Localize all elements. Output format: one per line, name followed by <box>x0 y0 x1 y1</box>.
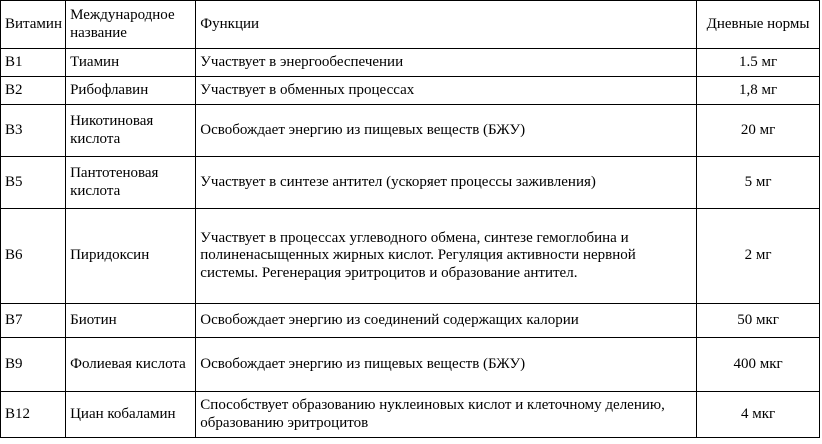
cell-vitamin: B1 <box>1 49 66 77</box>
table-row <box>1 105 820 157</box>
cell-name: Биотин <box>66 304 196 338</box>
cell-function: Участвует в процессах углеводного обмена, синтезе гемоглобина и полиненасыщенных жирных кислот. Регуляция активности нервной системы. Регенерация эритроцитов и образование антител. <box>196 209 697 304</box>
table-row <box>1 209 820 304</box>
cell-norm: 400 мкг <box>697 338 820 392</box>
cell-name: Тиамин <box>66 49 196 77</box>
table-row <box>1 157 820 209</box>
table-row <box>1 304 820 338</box>
table-row <box>1 338 820 392</box>
cell-vitamin: B9 <box>1 338 66 392</box>
cell-function: Способствует образованию нуклеиновых кислот и клеточному делению, образованию эритроцитов <box>196 392 697 438</box>
cell-function: Освобождает энергию из соединений содержащих калории <box>196 304 697 338</box>
cell-norm: 4 мкг <box>697 392 820 438</box>
cell-function: Участвует в энергообеспечении <box>196 49 697 77</box>
table-row <box>1 77 820 105</box>
header-intl-name: Международное название <box>66 1 196 49</box>
cell-vitamin: B12 <box>1 392 66 438</box>
cell-vitamin: B7 <box>1 304 66 338</box>
cell-name: Пантотеновая кислота <box>66 157 196 209</box>
cell-function: Участвует в синтезе антител (ускоряет процессы заживления) <box>196 157 697 209</box>
cell-vitamin: B3 <box>1 105 66 157</box>
header-daily-norm: Дневные нормы <box>697 1 820 49</box>
cell-norm: 20 мг <box>697 105 820 157</box>
cell-function: Участвует в обменных процессах <box>196 77 697 105</box>
cell-norm: 5 мг <box>697 157 820 209</box>
header-functions: Функции <box>196 1 697 49</box>
cell-name: Никотиновая кислота <box>66 105 196 157</box>
table-row <box>1 392 820 438</box>
cell-vitamin: B6 <box>1 209 66 304</box>
cell-norm: 50 мкг <box>697 304 820 338</box>
cell-function: Освобождает энергию из пищевых веществ (БЖУ) <box>196 105 697 157</box>
cell-function: Освобождает энергию из пищевых веществ (БЖУ) <box>196 338 697 392</box>
header-vitamin: Витамин <box>1 1 66 49</box>
table-row <box>1 49 820 77</box>
cell-norm: 1,8 мг <box>697 77 820 105</box>
cell-name: Фолиевая кислота <box>66 338 196 392</box>
table-header-row <box>1 1 820 49</box>
cell-name: Циан кобаламин <box>66 392 196 438</box>
cell-vitamin: B2 <box>1 77 66 105</box>
cell-vitamin: B5 <box>1 157 66 209</box>
cell-norm: 1.5 мг <box>697 49 820 77</box>
cell-norm: 2 мг <box>697 209 820 304</box>
cell-name: Рибофлавин <box>66 77 196 105</box>
cell-name: Пиридоксин <box>66 209 196 304</box>
